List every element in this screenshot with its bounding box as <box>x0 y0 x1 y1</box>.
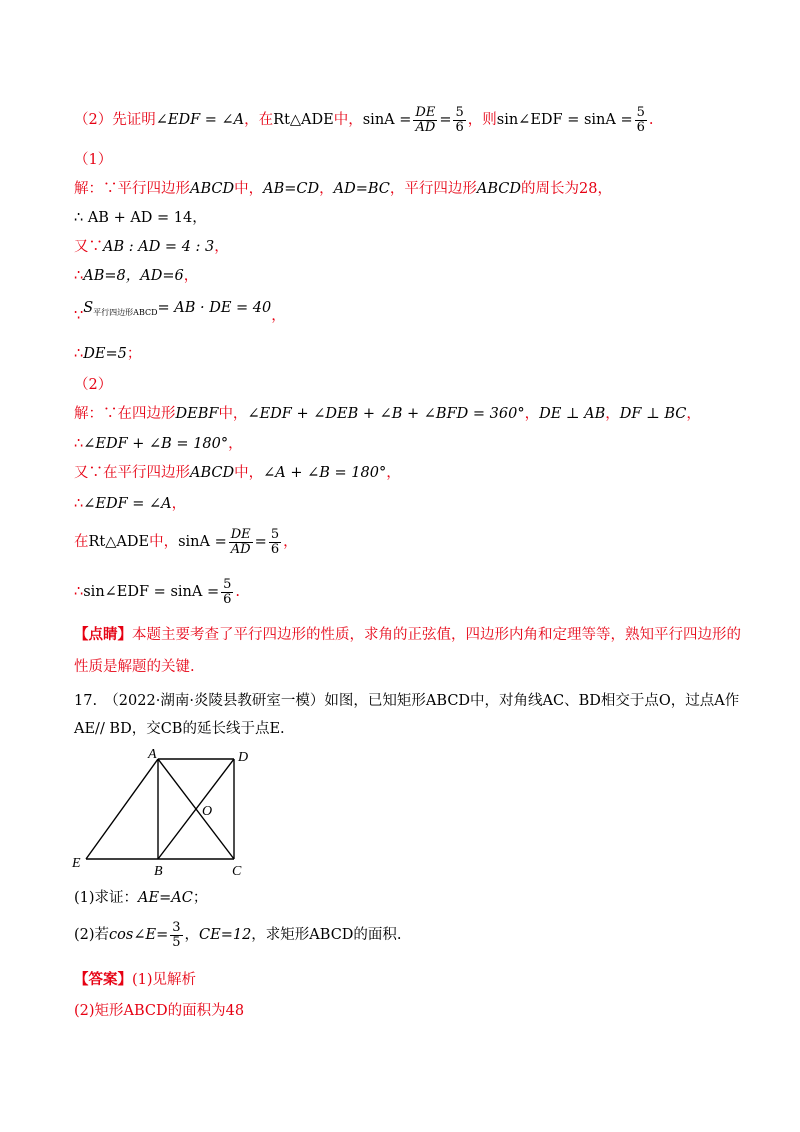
solution-line: $\because S_{平行四边形ABCD}=$ AB · DE = 40， <box>74 300 286 324</box>
solution-line: ∴∠EDF + ∠B = 180°， <box>74 436 243 452</box>
fraction: $\frac{5}{6}$ <box>455 105 464 135</box>
rectangle-figure <box>60 745 260 880</box>
remark-line: 【点睛】本题主要考查了平行四边形的性质，求角的正弦值，四边形内角和定理等等，熟知平行四边形的 <box>74 626 741 643</box>
solution-line: ∴DE=5； <box>74 346 142 362</box>
label-b: B <box>154 864 163 879</box>
part-2-label: （2） <box>74 377 113 393</box>
answer-line: 【答案】(1)见解析 <box>74 971 197 988</box>
solution-line: ∴ AB + AD = 14， <box>74 210 207 226</box>
part-1-label: （1） <box>74 152 113 168</box>
label-d: D <box>238 750 249 765</box>
hint-line: （2）先证明∠EDF = ∠A，在Rt△ADE中，sinA = $\frac{DE}{AD}$ = $\frac{5}{6}$ ，则sin∠EDF = sinA = $\frac{5}{6}$ . <box>74 105 654 135</box>
solution-line: 解：∵在四边形DEBF中，∠EDF + ∠DEB + ∠B + ∠BFD = 360°，DE ⊥ AB，DF ⊥ BC， <box>74 406 701 422</box>
label-c: C <box>232 864 242 879</box>
question-17-text: 17. （2022·湖南·炎陵县教研室一模）如图，已知矩形ABCD中，对角线AC、BD相交于点O，过点A作 <box>74 693 740 709</box>
segment-ae <box>86 759 158 859</box>
fraction: $\frac{DE}{AD}$ <box>415 105 436 135</box>
label-o: O <box>202 804 213 819</box>
label-a: A <box>148 747 157 762</box>
label-e: E <box>72 856 81 871</box>
answer-line: (2)矩形ABCD的面积为48 <box>74 1003 245 1019</box>
question-part-1: (1)求证：AE=AC； <box>74 890 208 906</box>
solution-line: 又∵在平行四边形ABCD中，∠A + ∠B = 180°， <box>74 465 401 481</box>
solution-line: 在Rt△ADE中，sinA = $\frac{DE}{AD}$ = $\frac{5}{6}$ ， <box>74 527 298 557</box>
solution-line: ∴sin∠EDF = sinA = $\frac{5}{6}$ . <box>74 577 240 607</box>
question-17-text: AE// BD，交CB的延长线于点E. <box>74 721 285 737</box>
fraction: $\frac{5}{6}$ <box>636 105 645 135</box>
question-part-2: (2)若cos∠E= $\frac{3}{5}$ ，CE=12，求矩形ABCD的面积. <box>74 920 402 950</box>
solution-line: 又∵AB : AD = 4 : 3， <box>74 239 229 255</box>
solution-line: ∴∠EDF = ∠A， <box>74 496 187 512</box>
remark-line: 性质是解题的关键. <box>74 659 195 675</box>
solution-line: ∴AB=8，AD=6， <box>74 268 199 284</box>
solution-line: 解：∵平行四边形ABCD中，AB=CD，AD=BC，平行四边形ABCD的周长为28， <box>74 181 612 197</box>
